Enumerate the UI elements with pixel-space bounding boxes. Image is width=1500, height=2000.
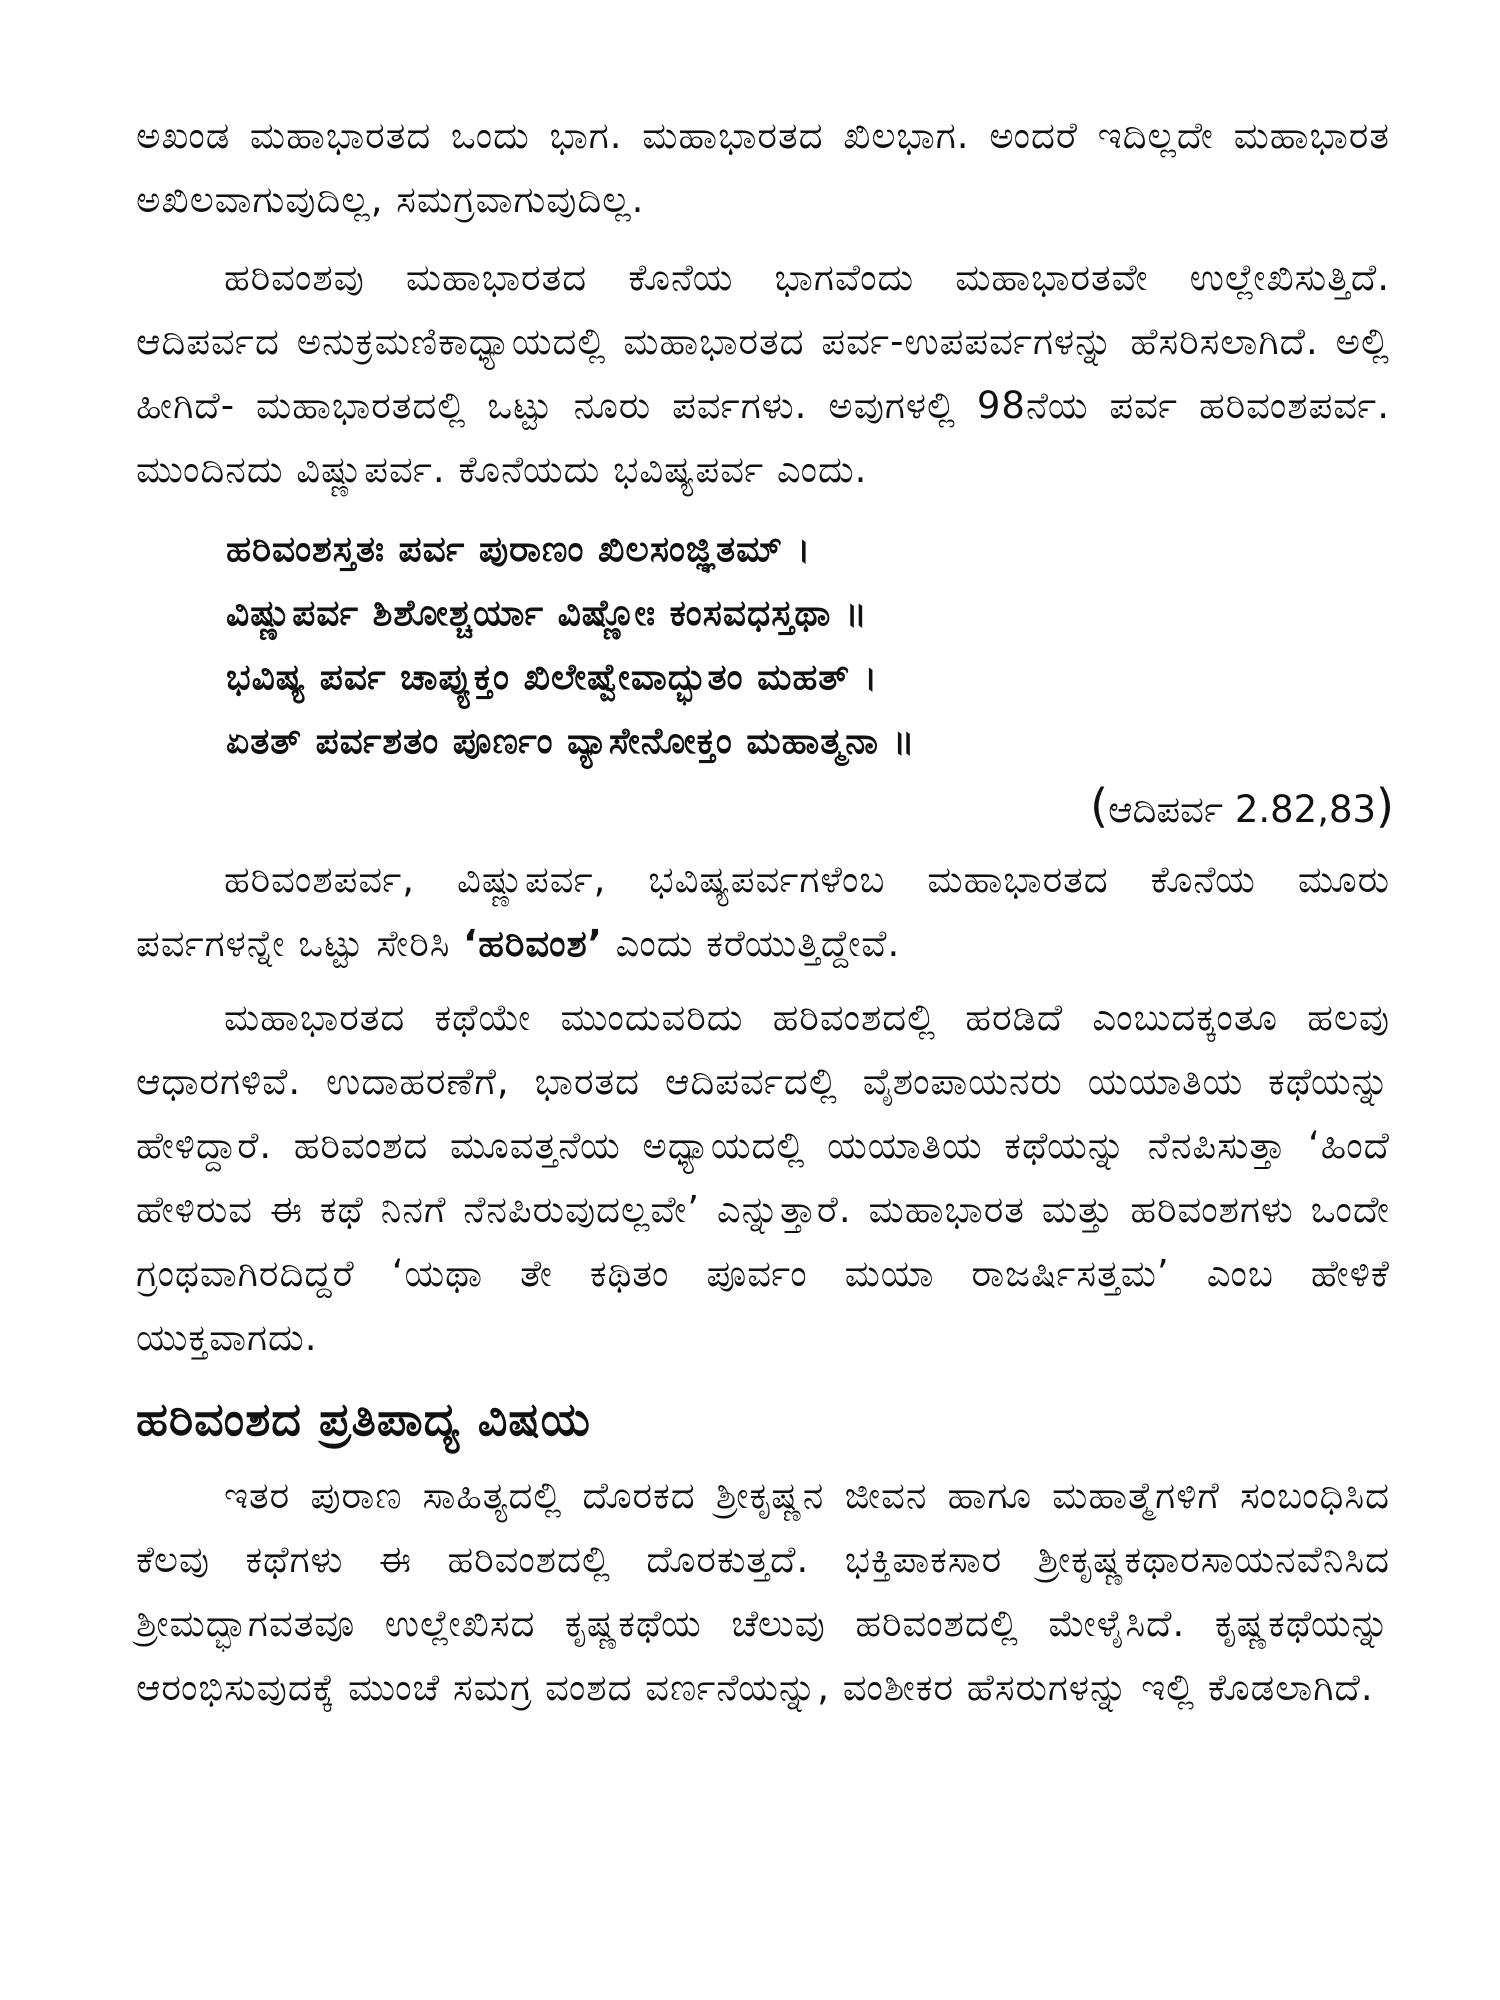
harivamsha-term: ‘ಹರಿವಂಶ’ [463, 922, 603, 965]
verse-line-4: ಏತತ್ ಪರ್ವಶತಂ ಪೂರ್ಣಂ ವ್ಯಾಸೇನೋಕ್ತಂ ಮಹಾತ್ಮನಾ ॥ [226, 721, 916, 762]
paragraph-three-parvas-end: ಎಂದು ಕರೆಯುತ್ತಿದ್ದೇವೆ. [602, 922, 901, 965]
paragraph-harivamsha-mention: ಹರಿವಂಶವು ಮಹಾಭಾರತದ ಕೊನೆಯ ಭಾಗವೆಂದು ಮಹಾಭಾರತವೇ ಉಲ್ಲೇಖಿಸುತ್ತಿದೆ. ಆದಿಪರ್ವದ ಅನುಕ್ರಮಣಿಕಾಧ್ಯಾಯದಲ್ಲಿ ಮಹಾಭಾರತದ ಪರ್ವ-ಉಪಪರ್ವಗಳನ್ನು ಹೆಸರಿಸಲಾಗಿದೆ. ಅಲ್ಲಿ ಹೀಗಿದೆ- ಮಹಾಭಾರತದಲ್ಲಿ ಒಟ್ಟು ನೂರು ಪರ್ವಗಳು. ಅವುಗಳಲ್ಲಿ 98ನೆಯ ಪರ್ವ ಹರಿವಂಶಪರ್ವ. ಮುಂದಿನದು ವಿಷ್ಣುಪರ್ವ. ಕೊನೆಯದು ಭವಿಷ್ಯಪರ್ವ ಎಂದು. [136, 256, 1390, 491]
verse-line-3: ಭವಿಷ್ಯ ಪರ್ವ ಚಾಪ್ಯುಕ್ತಂ ಖಿಲೇಷ್ವೇವಾದ್ಭುತಂ ಮಹತ್ । [226, 657, 879, 698]
reference-text: ಆದಿಪರ್ವ 2.82,83 [1108, 788, 1377, 831]
verse-reference [136, 774, 1394, 842]
section-heading: ಹರಿವಂಶದ ಪ್ರತಿಪಾದ್ಯ ವಿಷಯ [136, 1392, 591, 1446]
verse-block [226, 518, 1390, 774]
verse-line-2: ವಿಷ್ಣುಪರ್ವ ಶಿಶೋಶ್ಚರ್ಯಾ ವಿಷ್ಣೋಃ ಕಂಸವಧಸ್ತಥಾ ॥ [226, 593, 868, 634]
paragraph-three-parvas-start: ಹರಿವಂಶಪರ್ವ, ವಿಷ್ಣುಪರ್ವ, ಭವಿಷ್ಯಪರ್ವಗಳೆಂಬ ಮಹಾಭಾರತದ ಕೊನೆಯ ಮೂರು ಪರ್ವಗಳನ್ನೇ ಒಟ್ಟು ಸೇರಿಸಿ [136, 858, 1390, 965]
verse-line-1: ಹರಿವಂಶಸ್ತತಃ ಪರ್ವ ಪುರಾಣಂ ಖಿಲಸಂಜ್ಞಿತಮ್ । [226, 529, 812, 570]
paragraph-continuation-evidence: ಮಹಾಭಾರತದ ಕಥೆಯೇ ಮುಂದುವರಿದು ಹರಿವಂಶದಲ್ಲಿ ಹರಡಿದೆ ಎಂಬುದಕ್ಕಂತೂ ಹಲವು ಆಧಾರಗಳಿವೆ. ಉದಾಹರಣೆಗೆ, ಭಾರತದ ಆದಿಪರ್ವದಲ್ಲಿ ವೈಶಂಪಾಯನರು ಯಯಾತಿಯ ಕಥೆಯನ್ನು ಹೇಳಿದ್ದಾರೆ. ಹರಿವಂಶದ ಮೂವತ್ತನೆಯ ಅಧ್ಯಾಯದಲ್ಲಿ ಯಯಾತಿಯ ಕಥೆಯನ್ನು ನೆನಪಿಸುತ್ತಾ ‘ಹಿಂದೆ ಹೇಳಿರುವ ಈ ಕಥೆ ನಿನಗೆ ನೆನಪಿರುವುದಲ್ಲವೇ’ ಎನ್ನುತ್ತಾರೆ. ಮಹಾಭಾರತ ಮತ್ತು ಹರಿವಂಶಗಳು ಒಂದೇ ಗ್ರಂಥವಾಗಿರದಿದ್ದರೆ ‘ಯಥಾ ತೇ ಕಥಿತಂ ಪೂರ್ವಂ ಮಯಾ ರಾಜರ್ಷಿಸತ್ತಮ’ ಎಂಬ ಹೇಳಿಕೆ ಯುಕ್ತವಾಗದು. [136, 996, 1390, 1359]
reference-close-paren: ) [1376, 779, 1394, 833]
paragraph-subject-matter: ಇತರ ಪುರಾಣ ಸಾಹಿತ್ಯದಲ್ಲಿ ದೊರಕದ ಶ್ರೀಕೃಷ್ಣನ ಜೀವನ ಹಾಗೂ ಮಹಾತ್ಮೆಗಳಿಗೆ ಸಂಬಂಧಿಸಿದ ಕೆಲವು ಕಥೆಗಳು ಈ ಹರಿವಂಶದಲ್ಲಿ ದೊರಕುತ್ತದೆ. ಭಕ್ತಿಪಾಕಸಾರ ಶ್ರೀಕೃಷ್ಣಕಥಾರಸಾಯನವೆನಿಸಿದ ಶ್ರೀಮದ್ಭಾಗವತವೂ ಉಲ್ಲೇಖಿಸದ ಕೃಷ್ಣಕಥೆಯ ಚೆಲುವು ಹರಿವಂಶದಲ್ಲಿ ಮೇಳೈಸಿದೆ. ಕೃಷ್ಣಕಥೆಯನ್ನು ಆರಂಭಿಸುವುದಕ್ಕೆ ಮುಂಚೆ ಸಮಗ್ರ ವಂಶದ ವರ್ಣನೆಯನ್ನು, ವಂಶೀಕರ ಹೆಸರುಗಳನ್ನು ಇಲ್ಲಿ ಕೊಡಲಾಗಿದೆ. [136, 1474, 1390, 1709]
reference-open-paren: ( [1090, 779, 1109, 833]
paragraph-three-parvas [136, 848, 1390, 976]
paragraph-intro: ಅಖಂಡ ಮಹಾಭಾರತದ ಒಂದು ಭಾಗ. ಮಹಾಭಾರತದ ಖಿಲಭಾಗ. ಅಂದರೆ ಇದಿಲ್ಲದೇ ಮಹಾಭಾರತ ಅಖಿಲವಾಗುವುದಿಲ್ಲ, ಸಮಗ್ರವಾಗುವುದಿಲ್ಲ. [136, 114, 1390, 221]
